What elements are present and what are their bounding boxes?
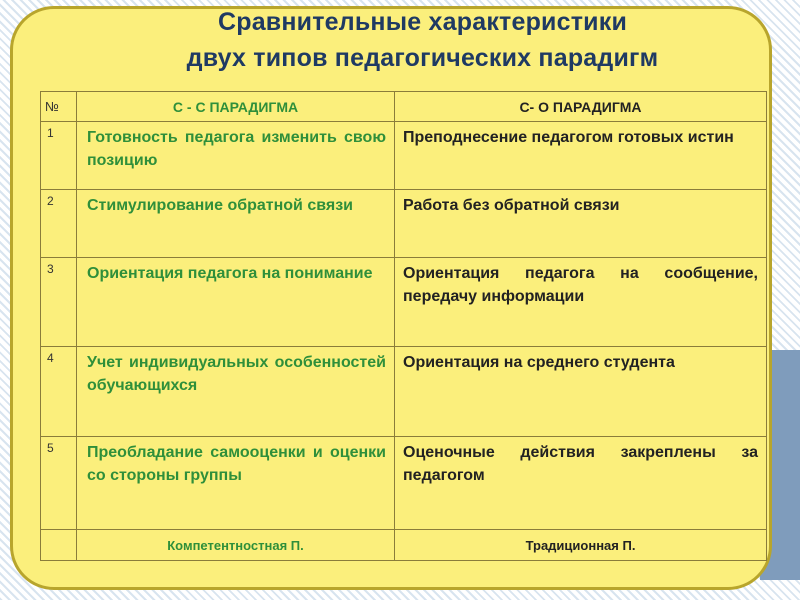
- row-number: 5: [41, 437, 77, 530]
- table-row: [41, 190, 767, 258]
- table-row: [41, 437, 767, 530]
- table-row: [41, 122, 767, 190]
- comparison-table: [40, 91, 767, 561]
- ss-cell: Учет индивидуальных особенностей обучающихся: [77, 347, 395, 437]
- row-number: 2: [41, 190, 77, 258]
- so-cell: Ориентация педагога на сообщение, передачу информации: [395, 258, 767, 347]
- ss-cell: Ориентация педагога на понимание: [77, 258, 395, 347]
- table-row: [41, 258, 767, 347]
- so-cell: Работа без обратной связи: [395, 190, 767, 258]
- header-number: №: [41, 92, 77, 122]
- so-cell: Оценочные действия закреплены за педагогом: [395, 437, 767, 530]
- header-ss-paradigm: С - С ПАРАДИГМА: [77, 92, 395, 122]
- row-number: 1: [41, 122, 77, 190]
- table-header-row: [41, 92, 767, 122]
- header-so-paradigm: С- О ПАРАДИГМА: [395, 92, 767, 122]
- footer-number: [41, 530, 77, 561]
- ss-cell: Стимулирование обратной связи: [77, 190, 395, 258]
- table-footer-row: [41, 530, 767, 561]
- slide-title: [0, 4, 800, 76]
- row-number: 4: [41, 347, 77, 437]
- row-number: 3: [41, 258, 77, 347]
- title-line-1: Сравнительные характеристики: [217, 8, 628, 36]
- footer-competency-label: Компетентностная П.: [77, 530, 395, 561]
- table-row: [41, 347, 767, 437]
- so-cell: Ориентация на среднего студента: [395, 347, 767, 437]
- ss-cell: Преобладание самооценки и оценки со стороны группы: [77, 437, 395, 530]
- ss-cell: Готовность педагога изменить свою позицию: [77, 122, 395, 190]
- title-line-2: двух типов педагогических парадигм: [186, 44, 659, 72]
- so-cell: Преподнесение педагогом готовых истин: [395, 122, 767, 190]
- footer-traditional-label: Традиционная П.: [395, 530, 767, 561]
